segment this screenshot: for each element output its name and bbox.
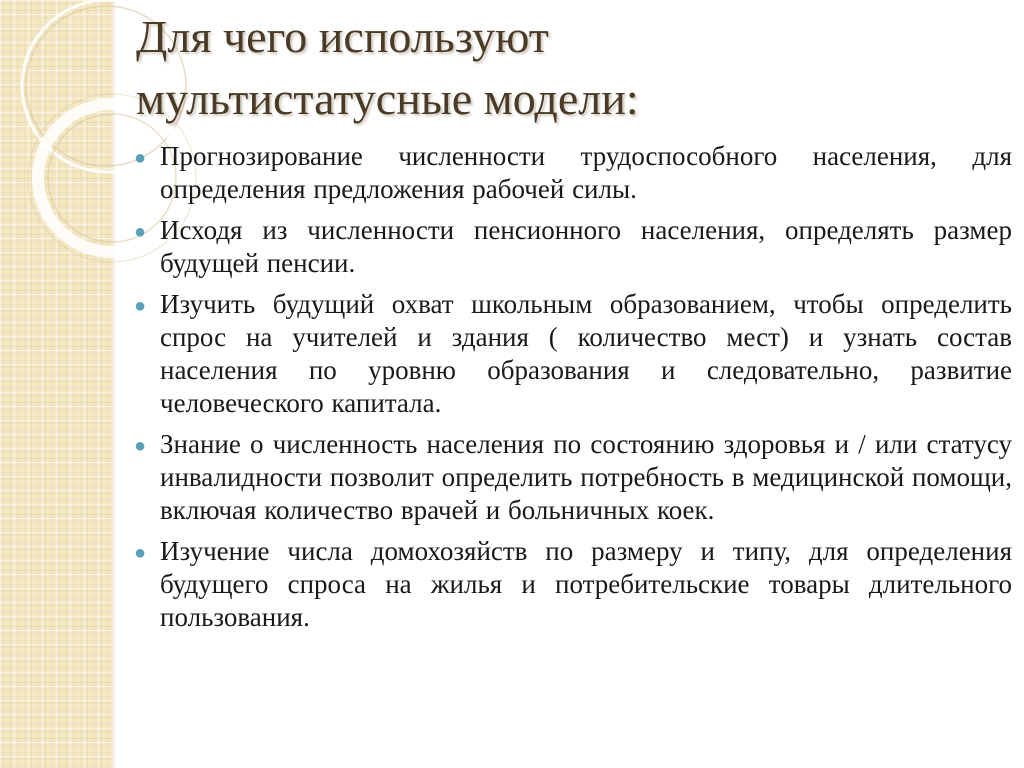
bullet-item-3 bbox=[134, 288, 1012, 420]
bullet-text: Знание о численность населения по состоянию здоровья и / или статусу инвалидности позволит определить потребность в медицинской помощи, включая количество врачей и больничных коек. bbox=[160, 429, 1012, 525]
title-line-2: мультистатусные модели: bbox=[136, 73, 639, 124]
bullet-item-2 bbox=[134, 214, 1012, 280]
bullet-text: Прогнозирование численности трудоспособного населения, для определения предложения рабочей силы. bbox=[160, 141, 1012, 204]
bullet-icon: ● bbox=[134, 221, 147, 243]
bullet-icon: ● bbox=[134, 435, 147, 457]
bullet-list bbox=[134, 140, 1012, 642]
bullet-text: Изучить будущий охват школьным образованием, чтобы определить спрос на учителей и здания ( количество мест) и узнать состав населения по уровню образования и следовательно, развитие человеческого капитала. bbox=[160, 289, 1012, 418]
bullet-text: Исходя из численности пенсионного населения, определять размер будущей пенсии. bbox=[160, 215, 1012, 278]
bullet-text: Изучение числа домохозяйств по размеру и типу, для определения будущего спроса на жилья и потребительские товары длительного пользования. bbox=[160, 536, 1012, 632]
title-line-1: Для чего используют bbox=[136, 11, 549, 62]
bullet-icon: ● bbox=[134, 295, 147, 317]
bullet-item-5 bbox=[134, 535, 1012, 634]
bullet-item-4 bbox=[134, 428, 1012, 527]
bullet-item-1 bbox=[134, 140, 1012, 206]
bullet-icon: ● bbox=[134, 542, 147, 564]
bullet-icon: ● bbox=[134, 147, 147, 169]
slide-title bbox=[136, 6, 996, 130]
